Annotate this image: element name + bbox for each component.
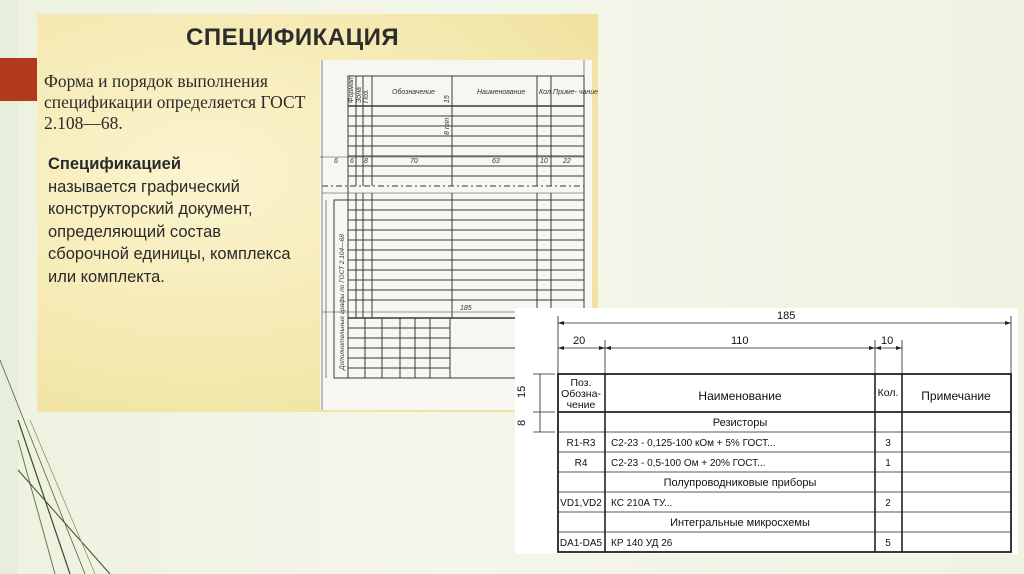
form-dim-10: 10 <box>540 158 548 165</box>
form-header-pos: Поз. <box>363 88 370 103</box>
section-title: Интегральные микросхемы <box>670 517 810 529</box>
form-header-designation: Обозначение <box>392 89 435 96</box>
row-qty: 3 <box>885 438 891 449</box>
form-side-label: Дополнительные графы по ГОСТ 2.104—68 <box>339 234 346 370</box>
header-pos-line1: Поз. <box>570 377 592 389</box>
row-pos: R1-R3 <box>566 438 596 449</box>
form-header-zone: Зона <box>356 87 363 103</box>
row-name: С2-23 - 0,125-100 кОм + 5% ГОСТ... <box>611 438 776 449</box>
form-header-note: Приме- чание <box>553 89 598 96</box>
row-name: КС 210А ТУ... <box>611 498 673 509</box>
table-dim-pos: 20 <box>573 335 586 347</box>
form-dim-8: 8 <box>364 158 368 165</box>
section-title: Резисторы <box>712 417 768 429</box>
example-specification-table <box>515 308 1018 554</box>
form-dim-185: 185 <box>460 305 472 312</box>
row-qty: 1 <box>885 458 891 469</box>
header-qty: Кол. <box>877 387 899 399</box>
header-pos-line2: Обозна- <box>561 388 601 400</box>
definition-block <box>48 153 293 288</box>
form-header-format: Формат <box>348 75 355 103</box>
form-dim-22: 22 <box>563 158 571 165</box>
row-name: КР 140 УД 26 <box>611 538 673 549</box>
table-dim-overall: 185 <box>777 310 796 322</box>
row-pos: DA1-DA5 <box>559 538 603 549</box>
table-dim-qty: 10 <box>881 335 894 347</box>
form-header-qty: Кол. <box>539 89 553 96</box>
intro-text: Форма и порядок выполнения спецификации определяется ГОСТ 2.108—68. <box>44 71 306 133</box>
definition-term: Спецификацией <box>48 155 181 173</box>
row-qty: 2 <box>885 498 891 509</box>
table-dim-row-height: 8 <box>516 419 528 426</box>
example-table-svg <box>515 308 1018 554</box>
row-pos: R4 <box>574 458 588 469</box>
form-dim-8min: 8 min <box>444 117 451 135</box>
row-name: С2-23 - 0,5-100 Ом + 20% ГОСТ... <box>611 458 766 469</box>
form-dim-6b: 6 <box>350 158 354 165</box>
row-qty: 5 <box>885 538 891 549</box>
header-pos-line3: чение <box>566 399 596 411</box>
section-title: Полупроводниковые приборы <box>663 477 817 489</box>
form-dim-15: 15 <box>444 95 451 103</box>
form-dim-6a: 6 <box>334 158 338 165</box>
slide-title: СПЕЦИФИКАЦИЯ <box>186 24 400 51</box>
form-dim-63: 63 <box>492 158 500 165</box>
table-dim-header-height: 15 <box>516 385 528 398</box>
header-note: Примечание <box>921 389 991 403</box>
form-header-name: Наименование <box>477 89 526 96</box>
accent-bar <box>0 58 37 101</box>
row-pos: VD1,VD2 <box>560 498 602 509</box>
definition-text: называется графический конструкторский документ, определяющий состав сборочной единицы, комплекса или комплекта. <box>48 177 291 286</box>
form-dim-70: 70 <box>410 158 418 165</box>
table-dim-name: 110 <box>731 335 749 347</box>
header-name: Наименование <box>698 389 782 403</box>
